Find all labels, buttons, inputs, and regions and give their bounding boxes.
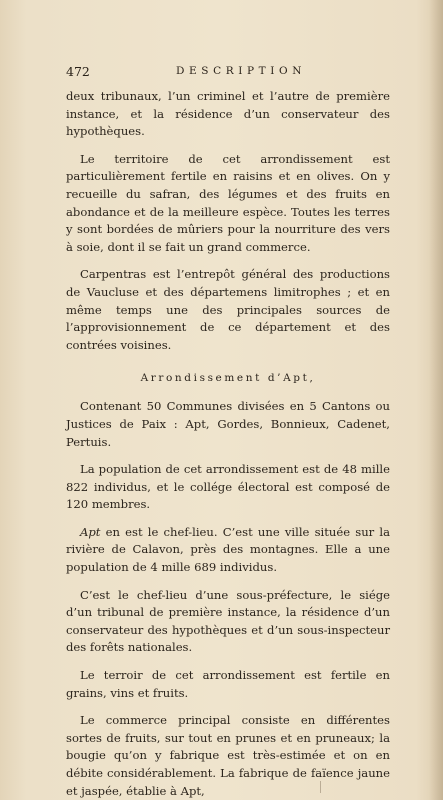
page-edge-mark xyxy=(320,781,321,793)
paragraph-sous-prefecture: C’est le chef-lieu d’une sous-préfecture, le siége d’un tribunal de première instance, la résidence d’un conservateur des hypothèques et d’un sous-inspecteur des forêts nationales. xyxy=(66,587,390,655)
paragraph-apt-chef-lieu xyxy=(66,524,390,577)
paragraph-communes: Contenant 50 Communes divisées en 5 Cantons ou Justices de Paix : Apt, Gordes, Bonnieux, Cadenet, Pertuis. xyxy=(66,399,390,449)
running-head xyxy=(66,64,386,82)
page-number: 472 xyxy=(66,64,90,79)
paragraph-population: La population de cet arrondissement est de 48 mille 822 individus, et le collége électoral est composé de 120 membres. xyxy=(66,462,390,512)
running-title: DESCRIPTION xyxy=(176,65,306,77)
paragraph-terroir: Le terroir de cet arrondissement est fertile en grains, vins et fruits. xyxy=(66,668,390,700)
paragraph-territoire: Le territoire de cet arrondissement est particulièrement fertile en raisins et en olives. On y recueille du safran, des légumes et des fruits en abondance et de la meilleure espèce. Toutes les terres y sont bordées de mûriers pour la nourriture des vers à soie, dont il se fait un grand commerce. xyxy=(66,151,390,254)
section-heading-apt: Arrondissement d’Apt, xyxy=(140,372,316,385)
paragraph-commerce: Le commerce principal consiste en différentes sortes de fruits, sur tout en prunes et en pruneaux; la bougie qu’on y fabrique est très-estimée et on en débite considérablement. La fabrique de faïence jaune et jaspée, établie à Apt, xyxy=(66,713,390,798)
paragraph-tribunaux: deux tribunaux, l’un criminel et l’autre de première instance, et la résidence d’un conservateur des hypothèques. xyxy=(66,89,390,139)
apt-italic: Apt xyxy=(80,524,101,539)
apt-description: en est le chef-lieu. C’est une ville située sur la rivière de Calavon, près des montagnes. Elle a une population de 4 mille 689 individus. xyxy=(66,524,390,575)
page-spine-shadow xyxy=(429,0,443,800)
paragraph-carpentras: Carpentras est l’entrepôt général des productions de Vaucluse et des départemens limitrophes ; et en même temps une des principales sources de l’approvisionnement de ce département et des contrées voisines. xyxy=(66,267,390,352)
page-text xyxy=(66,88,390,800)
